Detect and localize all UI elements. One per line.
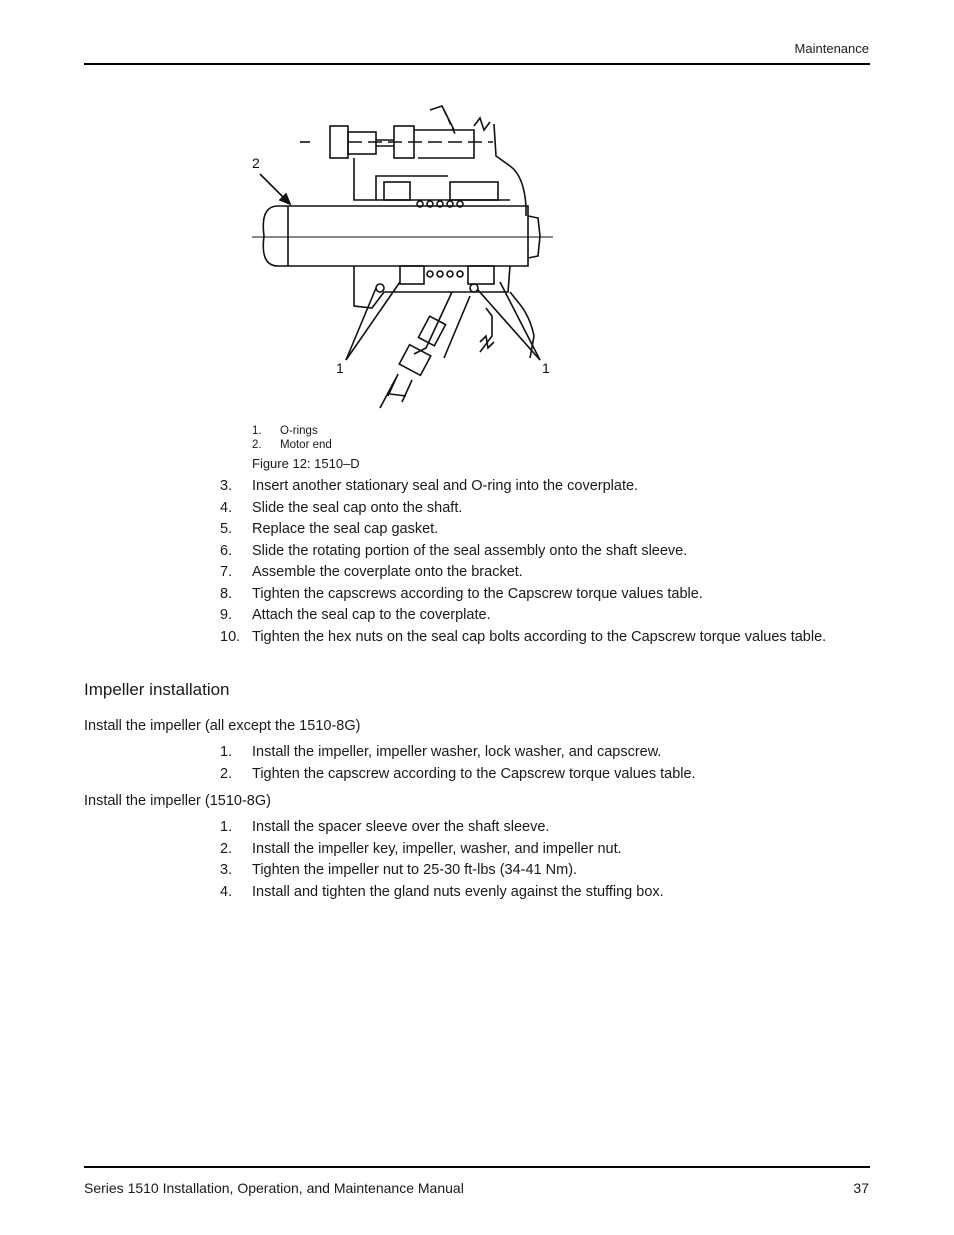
- step-text: Tighten the impeller nut to 25-30 ft-lbs (34-41 Nm).: [252, 862, 578, 878]
- legend-number: 2.: [252, 439, 262, 451]
- page-number: 37: [853, 1180, 869, 1196]
- subsection-heading: Install the impeller (all except the 1510-8G): [84, 718, 361, 734]
- step-number: 10.: [220, 628, 241, 645]
- subsection-heading: Install the impeller (1510-8G): [84, 793, 271, 809]
- step-number: 4.: [220, 883, 233, 900]
- step-number: 2.: [220, 765, 233, 782]
- list-item: [220, 743, 860, 761]
- callout-o-ring-right: 1: [542, 360, 550, 376]
- step-number: 8.: [220, 585, 233, 602]
- step-text: Install and tighten the gland nuts evenly against the stuffing box.: [252, 883, 664, 900]
- list-item: [220, 520, 860, 538]
- section-heading: Impeller installation: [84, 680, 230, 699]
- step-number: 4.: [220, 499, 233, 516]
- list-item: [220, 765, 860, 783]
- legend-label: Motor end: [280, 439, 332, 451]
- step-text: Attach the seal cap to the coverplate.: [252, 607, 491, 623]
- list-item: [220, 499, 860, 517]
- step-number: 5.: [220, 521, 233, 537]
- step-text: Replace the seal cap gasket.: [252, 521, 439, 537]
- step-text: Install the impeller key, impeller, washer, and impeller nut.: [252, 840, 622, 857]
- step-text: Slide the rotating portion of the seal assembly onto the shaft sleeve.: [252, 542, 688, 559]
- step-text: Install the impeller, impeller washer, lock washer, and capscrew.: [252, 744, 662, 760]
- list-item: [220, 818, 860, 836]
- step-text: Tighten the capscrew according to the Capscrew torque values table.: [252, 765, 696, 782]
- list-item: [220, 585, 860, 603]
- legend-label: O-rings: [280, 425, 318, 437]
- list-item: [220, 861, 860, 879]
- step-text: Assemble the coverplate onto the bracket.: [252, 564, 523, 580]
- header-rule: [84, 63, 870, 65]
- callout-o-ring-left: 1: [336, 360, 344, 376]
- figure-legend: [252, 424, 332, 452]
- step-number: 7.: [220, 564, 233, 580]
- list-item: [220, 628, 860, 646]
- running-header: Maintenance: [794, 41, 869, 56]
- step-text: Slide the seal cap onto the shaft.: [252, 499, 463, 516]
- figure-caption: Figure 12: 1510–D: [252, 456, 360, 471]
- step-number: 1.: [220, 744, 233, 760]
- list-item: [220, 542, 860, 560]
- footer-rule: [84, 1166, 870, 1168]
- step-number: 1.: [220, 819, 233, 835]
- legend-item: [252, 424, 332, 438]
- step-text: Install the spacer sleeve over the shaft sleeve.: [252, 819, 550, 835]
- impeller-steps-8g: [220, 818, 860, 904]
- step-number: 3.: [220, 862, 233, 878]
- reassembly-steps: [220, 477, 860, 649]
- list-item: [220, 883, 860, 901]
- impeller-steps-general: [220, 743, 860, 786]
- legend-item: [252, 438, 332, 452]
- step-number: 2.: [220, 840, 233, 857]
- step-text: Tighten the hex nuts on the seal cap bolts according to the Capscrew torque values table.: [252, 628, 827, 645]
- step-number: 6.: [220, 542, 233, 559]
- seal-assembly-drawing: [248, 96, 568, 412]
- step-text: Insert another stationary seal and O-ring into the coverplate.: [252, 478, 639, 494]
- list-item: [220, 606, 860, 624]
- legend-number: 1.: [252, 425, 262, 437]
- footer-manual-title: Series 1510 Installation, Operation, and Maintenance Manual: [84, 1180, 464, 1196]
- callout-motor-end: 2: [252, 155, 260, 171]
- list-item: [220, 477, 860, 495]
- step-number: 3.: [220, 478, 233, 494]
- list-item: [220, 840, 860, 858]
- step-number: 9.: [220, 607, 233, 623]
- step-text: Tighten the capscrews according to the Capscrew torque values table.: [252, 585, 703, 602]
- list-item: [220, 563, 860, 581]
